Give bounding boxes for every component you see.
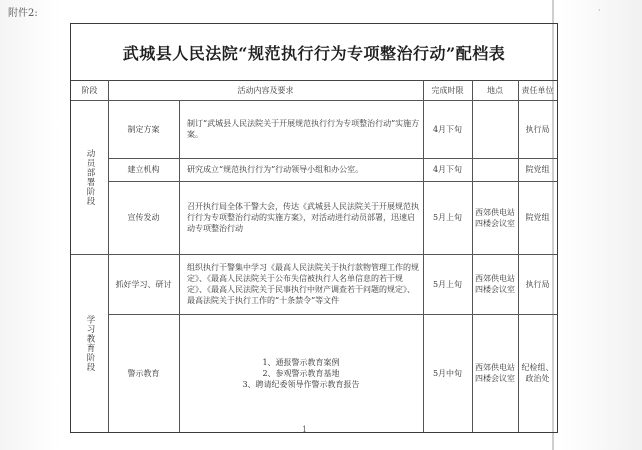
table-row-responsible: 院党组	[525, 213, 550, 222]
schedule-table	[70, 23, 558, 433]
header-content: 活动内容及要求	[237, 85, 294, 95]
table-row-content: 研究成立“规范执行行为”行动领导小组和办公室。	[187, 165, 364, 174]
header-responsible: 责任单位	[521, 85, 554, 95]
table-row-content: 制订“武城县人民法院关于开展规范执行行为专项整治行动”实施方案。	[187, 119, 420, 139]
table-row-activity: 警示教育	[127, 368, 160, 378]
stage-label: 学习教育阶段	[85, 314, 95, 372]
table-row-location	[472, 158, 518, 181]
table-row-location	[472, 100, 518, 158]
table-row-responsible: 纪检组、政治处	[521, 363, 554, 383]
table-row-content: 1、通报警示教育案例 2、参观警示教育基地 3、聘请纪委领导作警示教育报告	[242, 357, 360, 389]
annex-label: 附件2:	[8, 8, 38, 19]
table-row-activity: 抓好学习、研讨	[115, 279, 172, 289]
table-row-location: 西郊供电站四楼会议室	[475, 363, 515, 383]
table-row-deadline: 4月下旬	[432, 165, 463, 174]
table-row-responsible: 执行局	[525, 279, 550, 289]
stage-label: 动员部署阶段	[85, 148, 95, 206]
stage-education	[71, 254, 108, 432]
table-title: 武城县人民法院“规范执行行为专项整治行动”配档表	[71, 24, 557, 81]
table-row-deadline: 5月中旬	[432, 368, 463, 378]
corner-mark: ·	[598, 6, 601, 15]
table-row-deadline: 4月下旬	[432, 124, 463, 134]
table-row-content: 组织执行干警集中学习《最高人民法院关于执行款物管理工作的规定》、《最高人民法院关于公布失信被执行人名单信息的若干规定》、《最高人民法院关于民事执行中财产调查若干问题的规定》、最高法院关于执行工作的“十条禁令”等文件	[187, 263, 419, 305]
table-row-deadline: 5月上旬	[432, 279, 463, 289]
table-row-location: 西郊供电站四楼会议室	[475, 274, 515, 294]
table-row-deadline: 5月上旬	[432, 213, 463, 222]
header-stage: 阶段	[81, 85, 98, 95]
table-row-location: 西郊供电站四楼会议室	[475, 207, 515, 228]
stage-mobilization	[71, 100, 108, 254]
header-deadline: 完成时限	[431, 85, 464, 95]
table-row-activity: 宣传发动	[127, 213, 160, 222]
table-row-responsible: 院党组	[525, 165, 550, 174]
table-row-content: 召开执行局全体干警大会，传达《武城县人民法院关于开展规范执行行为专项整治行动的实施方案》，对活动进行动员部署，迅速启动专项整治行动	[187, 202, 419, 233]
header-location: 地点	[487, 85, 503, 95]
table-row-activity: 建立机构	[127, 165, 160, 174]
table-row-activity: 制定方案	[127, 124, 160, 134]
table-row-responsible: 执行局	[525, 124, 550, 134]
page-number: 1	[302, 425, 308, 434]
